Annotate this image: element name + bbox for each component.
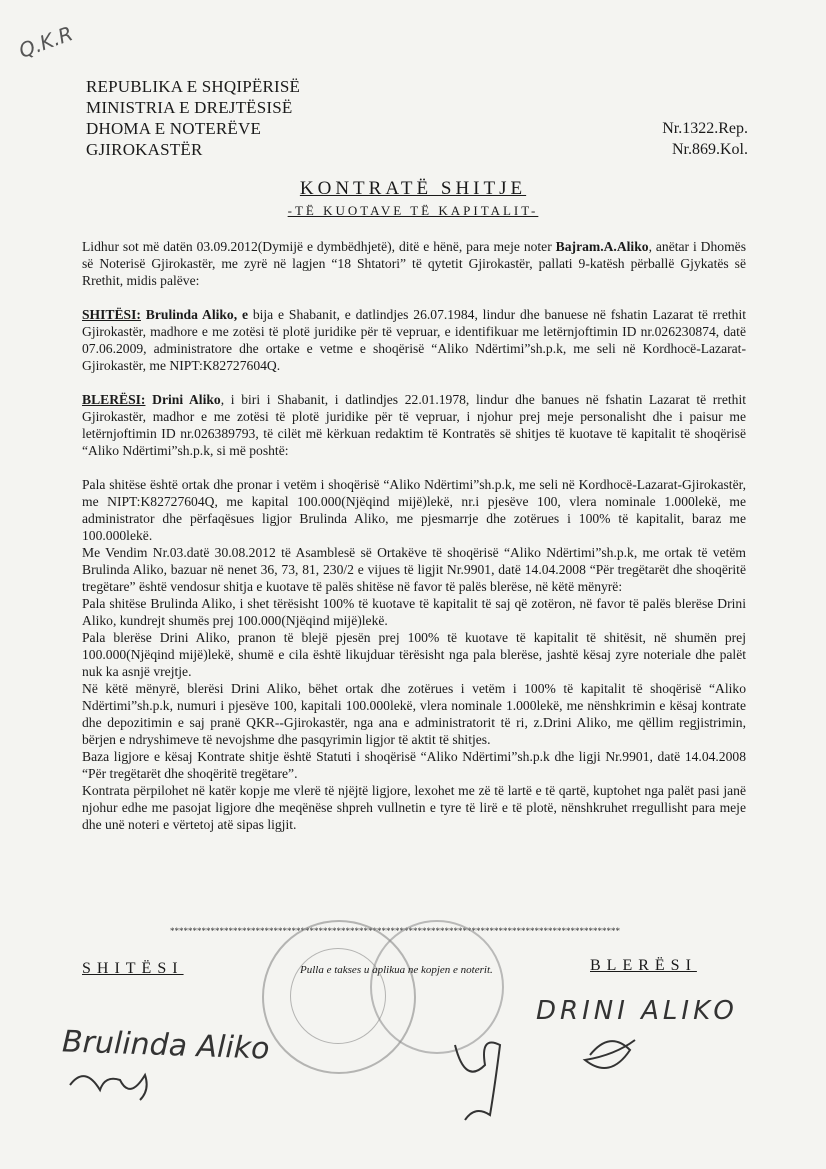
- issuer-header: [86, 76, 300, 160]
- body-paragraph: Pala shitëse Brulinda Aliko, i shet tërësisht 100% të kuotave të kapitalit të saj që zotëron, në favor të palës blerëse Drini Aliko, kundrejt shumës prej 100.000(Njëqind mijë)lekë.: [82, 596, 746, 628]
- document-subtitle: -TË KUOTAVE TË KAPITALIT-: [287, 203, 539, 218]
- seller-label: SHITËSI:: [82, 307, 141, 322]
- seller-text: bija e Shabanit, e datlindjes 26.07.1984, lindur dhe banuese në fshatin Lazarat të rrethit Gjirokastër, madhore e me zotësi të plotë juridike për të vepruar, e identifikuar me letërnjoftimin ID nr.026230874, datë 07.06.2009, administratore dhe ortake e vetme e shoqërisë “Aliko Ndërtimi”sh.p.k, me seli në Kordhocë-Lazarat-Gjirokastër, me NIPT:K82727604Q.: [82, 307, 746, 373]
- reference-numbers: [662, 118, 748, 160]
- body-paragraph: Pala blerëse Drini Aliko, pranon të blejë pjesën prej 100% të kuotave të kapitalit të shitësit, në shumën prej 100.000(Njëqind mijë)lekë, shumë e cila është likujduar tërësisht nga pala blerëse, jashtë kësaj zyre noteriale dhe palët nuk ka asnjë vrejtje.: [82, 630, 746, 679]
- intro-paragraph: [82, 238, 746, 289]
- body-paragraph: Me Vendim Nr.03.datë 30.08.2012 të Asamblesë së Ortakëve të shoqërisë “Aliko Ndërtimi”sh.p.k, me ortak të vetëm Brulinda Aliko, bazuar në nenet 36, 73, 81, 230/2 e vijues të ligjit Nr.9901, datë 14.04.2008 “Për tregëtarët dhe shoqëritë tregëtare” është vendosur shitja e kuotave të palës shitëse në favor të palës blerëse, në këtë mënyrë:: [82, 545, 746, 594]
- notary-name: Bajram.A.Aliko: [555, 239, 649, 254]
- buyer-paragraph: [82, 391, 746, 459]
- intro-text-2: , anëtar i Dhomës së Noterisë Gjirokastër, me zyrë në lagjen “18 Shtatori” të qytetit Gjirokastër, pallati 9-katësh përballë Gjykatës së Rrethit, midis palëve:: [82, 239, 746, 288]
- buyer-label: BLERËSI:: [82, 392, 146, 407]
- kol-number: Nr.869.Kol.: [672, 141, 748, 158]
- buyer-initials-scribble: [585, 1040, 635, 1068]
- seller-signature: Brulinda Aliko: [61, 1024, 271, 1067]
- notary-stamp: [370, 920, 504, 1054]
- seller-paragraph: [82, 306, 746, 374]
- seller-initials-scribble: [70, 1075, 147, 1100]
- contract-body: [82, 238, 746, 833]
- header-line: REPUBLIKA E SHQIPËRISË: [86, 77, 301, 96]
- buyer-name: Drini Aliko: [152, 392, 221, 407]
- seller-name: Brulinda Aliko, e: [145, 307, 248, 322]
- notary-signature-scribble: [455, 1043, 500, 1121]
- body-paragraph: Në këtë mënyrë, blerësi Drini Aliko, bëhet ortak dhe zotërues i vetëm i 100% të kapitalit të shoqërisë “Aliko Ndërtimi”sh.p.k, numuri i pjesëve 100, kapitali 100.000lekë, vlera nominale 1.000lekë, me nënshkrimin e kësaj kontrate dhe depozitimin e saj pranë QKR--Gjirokastër, nga ana e administratorit të ri, z.Drini Aliko, me qëllim regjistrimin, bërjen e ndryshimeve të nevojshme dhe pasqyrimin ligjor të aktit të shitjes.: [82, 681, 746, 747]
- header-line: GJIROKASTËR: [86, 140, 203, 159]
- separator-stars: ****************************************************************************************************: [170, 926, 620, 936]
- handwritten-note: Q.K.R: [15, 21, 76, 63]
- intro-text: Lidhur sot më datën 03.09.2012(Dymijë e dymbëdhjetë), ditë e hënë, para meje noter: [82, 239, 556, 254]
- document-title: KONTRATË SHITJE: [299, 178, 527, 199]
- buyer-signature: DRINI ALIKO: [536, 996, 738, 1026]
- stamp-note: Pulla e takses u aplikua ne kopjen e noterit.: [300, 964, 493, 976]
- header-line: MINISTRIA E DREJTËSISË: [86, 98, 293, 117]
- buyer-signature-label: BLERËSI: [590, 957, 697, 974]
- seller-signature-label: SHITËSI: [82, 960, 184, 977]
- body-paragraph: Baza ligjore e kësaj Kontrate shitje është Statuti i shoqërisë “Aliko Ndërtimi”sh.p.k dhe ligji Nr.9901, datë 14.04.2008 “Për tregëtarët dhe shoqëritë tregëtare”.: [82, 749, 746, 781]
- buyer-text: , i biri i Shabanit, i datlindjes 22.01.1978, lindur dhe banues në fshatin Lazarat të rrethit Gjirokastër, madhor e me zotësi të plotë juridike për të vepruar, i njohur prej meje personalisht dhe i paisur me letërnjoftimin ID nr.026389793, të cilët më kërkuan redaktim të Kontratës së shitjes të kuotave të kapitalit të shoqërisë “Aliko Ndërtimi”sh.p.k, si më poshtë:: [82, 392, 746, 458]
- body-paragraph: Pala shitëse është ortak dhe pronar i vetëm i shoqërisë “Aliko Ndërtimi”sh.p.k, me seli në Kordhocë-Lazarat-Gjirokastër, me NIPT:K82727604Q, me kapital 100.000(Njëqind mijë)lekë, nr.i pjesëve 100, vlera nominale 1.000lekë, me administrator dhe përfaqësues ligjor Brulinda Aliko, me pjesmarrje dhe zotërues i 100% të kapitalit, baraz me 100.000lekë.: [82, 477, 746, 543]
- body-paragraph: Kontrata përpilohet në katër kopje me vlerë të njëjtë ligjore, lexohet me zë të lartë e të qartë, kuptohet nga palët pasi janë njohur edhe me pasojat ligjore dhe meqënëse shpreh vullnetin e tyre të lirë e të plotë, nënshkruhet rregullisht para meje dhe unë noteri e vërtetoj atë sipas ligjit.: [82, 783, 746, 832]
- rep-number: Nr.1322.Rep.: [662, 120, 748, 137]
- header-line: DHOMA E NOTERËVE: [86, 119, 262, 138]
